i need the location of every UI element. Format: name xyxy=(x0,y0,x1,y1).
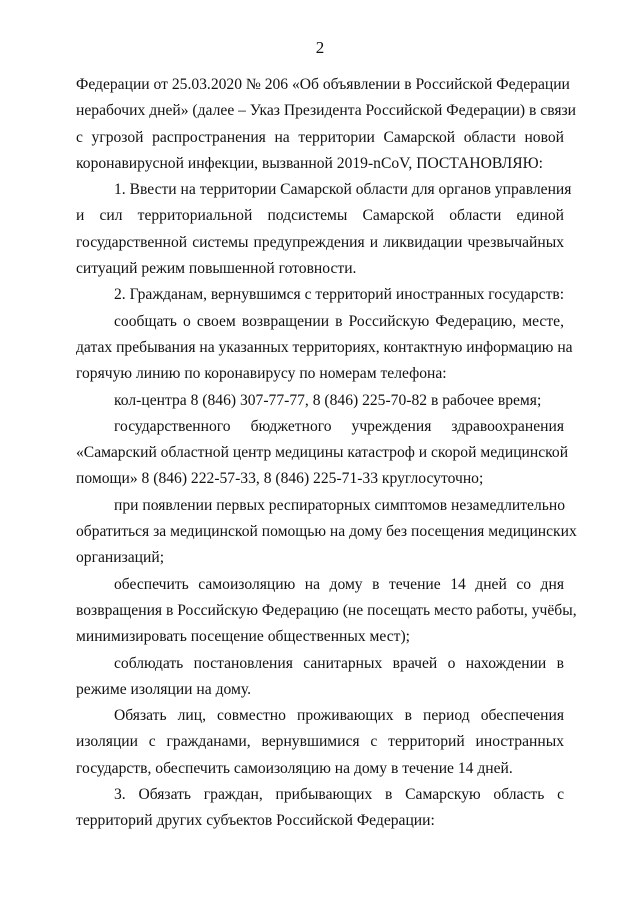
text-line: соблюдать постановления санитарных врачей о нахождении в xyxy=(114,654,564,672)
text-line: «Самарский областной центр медицины катастроф и скорой медицинской xyxy=(76,444,569,462)
text-line: обеспечить самоизоляцию на дому в течение 14 дней со дня xyxy=(114,575,564,593)
text-line: датах пребывания на указанных территориях, контактную информацию на xyxy=(76,338,573,356)
text-line: обратиться за медицинской помощью на дому без посещения медицинских xyxy=(76,523,577,541)
text-line: режиме изоляции на дому. xyxy=(76,680,252,698)
text-line: сообщать о своем возвращении в Российскую Федерацию, месте, xyxy=(114,312,564,330)
text-line: государств, обеспечить самоизоляцию на дому в течение 14 дней. xyxy=(76,759,513,777)
text-line: организаций; xyxy=(76,549,165,567)
text-line: 3. Обязать граждан, прибывающих в Самарскую область с xyxy=(114,786,564,804)
text-line: территорий других субъектов Российской Федерации: xyxy=(76,812,435,830)
page-number: 2 xyxy=(315,38,325,57)
text-line: изоляции с гражданами, вернувшимися с территорий иностранных xyxy=(76,733,564,751)
text-line: при появлении первых респираторных симптомов незамедлительно xyxy=(114,496,566,514)
text-line: с угрозой распространения на территории Самарской области новой xyxy=(76,128,564,146)
text-line: Обязать лиц, совместно проживающих в период обеспечения xyxy=(114,707,564,725)
text-line: 1. Ввести на территории Самарской области для органов управления xyxy=(114,181,572,199)
text-line: возвращения в Российскую Федерацию (не посещать место работы, учёбы, xyxy=(76,601,577,619)
document-body xyxy=(76,72,577,835)
text-line: ситуаций режим повышенной готовности. xyxy=(76,260,357,278)
text-line: нерабочих дней» (далее – Указ Президента Российской Федерации) в связи xyxy=(76,102,577,120)
text-line: Федерации от 25.03.2020 № 206 «Об объявлении в Российской Федерации xyxy=(76,76,570,93)
text-line: помощи» 8 (846) 222-57-33, 8 (846) 225-71-33 круглосуточно; xyxy=(76,470,484,488)
text-line: государственной системы предупреждения и ликвидации чрезвычайных xyxy=(76,233,564,251)
text-line: кол-центра 8 (846) 307-77-77, 8 (846) 225-70-82 в рабочее время; xyxy=(114,391,542,409)
text-line: коронавирусной инфекции, вызванной 2019-nCoV, ПОСТАНОВЛЯЮ: xyxy=(76,154,543,172)
text-line: и сил территориальной подсистемы Самарской области единой xyxy=(76,207,564,225)
text-line: горячую линию по коронавирусу по номерам телефона: xyxy=(76,365,447,383)
text-line: государственного бюджетного учреждения здравоохранения xyxy=(114,417,564,435)
text-line: минимизировать посещение общественных мест); xyxy=(76,628,410,646)
text-line: 2. Гражданам, вернувшимся с территорий иностранных государств: xyxy=(114,286,565,304)
